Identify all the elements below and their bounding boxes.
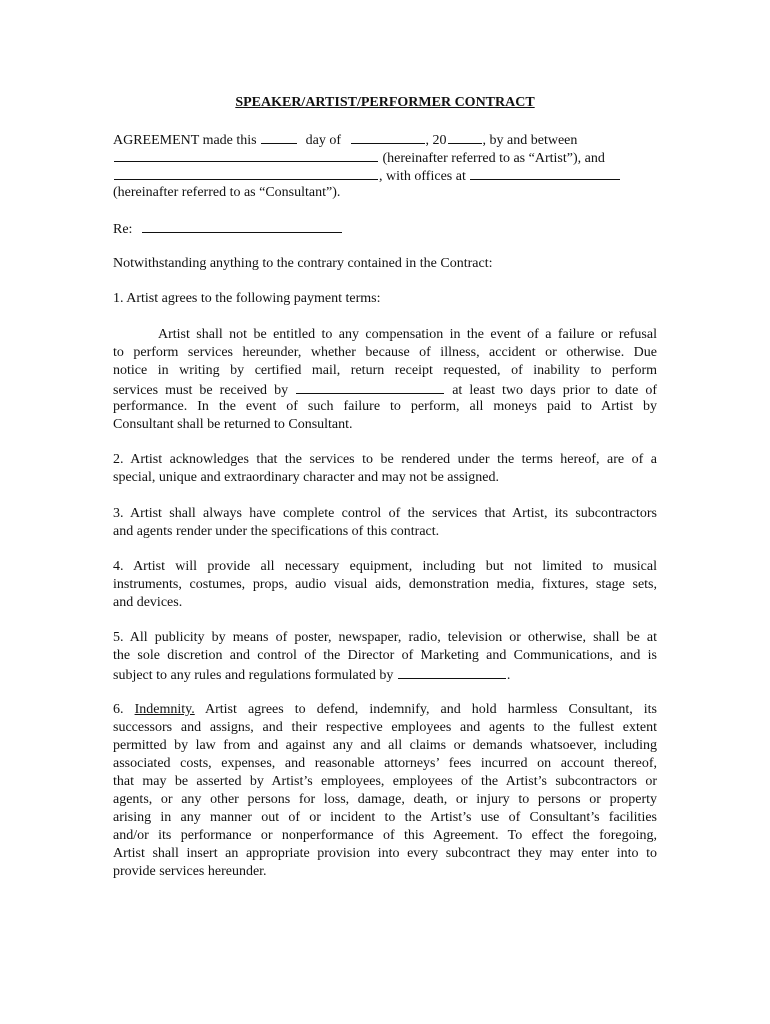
consultant-name-blank[interactable] — [114, 166, 378, 180]
re-blank[interactable] — [142, 219, 342, 233]
notice-recipient-blank[interactable] — [296, 380, 444, 394]
month-blank[interactable] — [351, 130, 425, 144]
agreement-line-4: (hereinafter referred to as “Consultant”). — [113, 185, 341, 200]
section-6-line-1: 6. Indemnity. Artist agrees to defend, indemnify, and hold harmless Consultant, its — [113, 702, 658, 717]
section-5: 5. All publicity by means of poster, newspaper, radio, television or otherwise, shall be at the sole discretion and control of the Director of Marketing and Communications, and is subject to any rules and regulations formulated by . — [113, 630, 657, 683]
re-line — [113, 219, 657, 237]
section-3: 3. Artist shall always have complete control of the services that Artist, its subcontractors and agents render under the specifications of this contract. — [113, 506, 657, 539]
contract-title: SPEAKER/ARTIST/PERFORMER CONTRACT — [235, 95, 535, 110]
section-1-heading: 1. Artist agrees to the following payment terms: — [113, 291, 381, 306]
year-blank[interactable] — [448, 130, 482, 144]
notwithstanding-clause: Notwithstanding anything to the contrary contained in the Contract: — [113, 256, 493, 271]
consultant-address-blank[interactable] — [470, 166, 620, 180]
agreement-line-1: AGREEMENT made this day of , 20 , by and between — [113, 130, 657, 148]
day-blank[interactable] — [261, 130, 297, 144]
agreement-paragraph — [113, 130, 657, 202]
section-1-body: Artist shall not be entitled to any compensation in the event of a failure or refusal to perform services hereunder, whether because of illness, accident or otherwise. Due notice in writing by certified mail, return receipt requested, of inability to perform services must be received by at least two days prior to date of performance. In the event of such failure to perform, all moneys paid to Artist by Consultant shall be returned to Consultant. — [113, 327, 657, 432]
section-1-line-4: services must be received by at least two days prior to date of — [113, 380, 657, 398]
regulations-source-blank[interactable] — [398, 665, 506, 679]
re-label: Re: — [113, 222, 133, 237]
section-6: 6. Indemnity. Artist agrees to defend, indemnify, and hold harmless Consultant, its successors and assigns, and their respective employees and agents to the fullest extent permitted by law from and against any and all claims or demands whatsoever, including associated costs, expenses, and reasonable attorneys’ fees incurred on account thereof, that may be asserted by Artist’s employees, employees of the Artist’s subcontractors or agents, or any other persons for loss, damage, death, or injury to persons or property arising in any manner out of or incident to the Artist’s use of Consultant’s facilities and/or its performance or nonperformance of this Agreement. To effect the foregoing, Artist shall insert an appropriate provision into every subcontract they may enter into to provide services hereunder. — [113, 702, 658, 879]
agreement-line-3: , with offices at — [113, 166, 657, 184]
indemnity-heading: Indemnity. — [134, 702, 195, 717]
section-2: 2. Artist acknowledges that the services to be rendered under the terms hereof, are of a special, unique and extraordinary character and may not be assigned. — [113, 452, 657, 485]
agreement-line-2: (hereinafter referred to as “Artist”), and — [113, 148, 657, 166]
artist-name-blank[interactable] — [114, 148, 378, 162]
section-4: 4. Artist will provide all necessary equipment, including but not limited to musical instruments, costumes, props, audio visual aids, demonstration media, fixtures, stage sets, and devices. — [113, 559, 657, 610]
